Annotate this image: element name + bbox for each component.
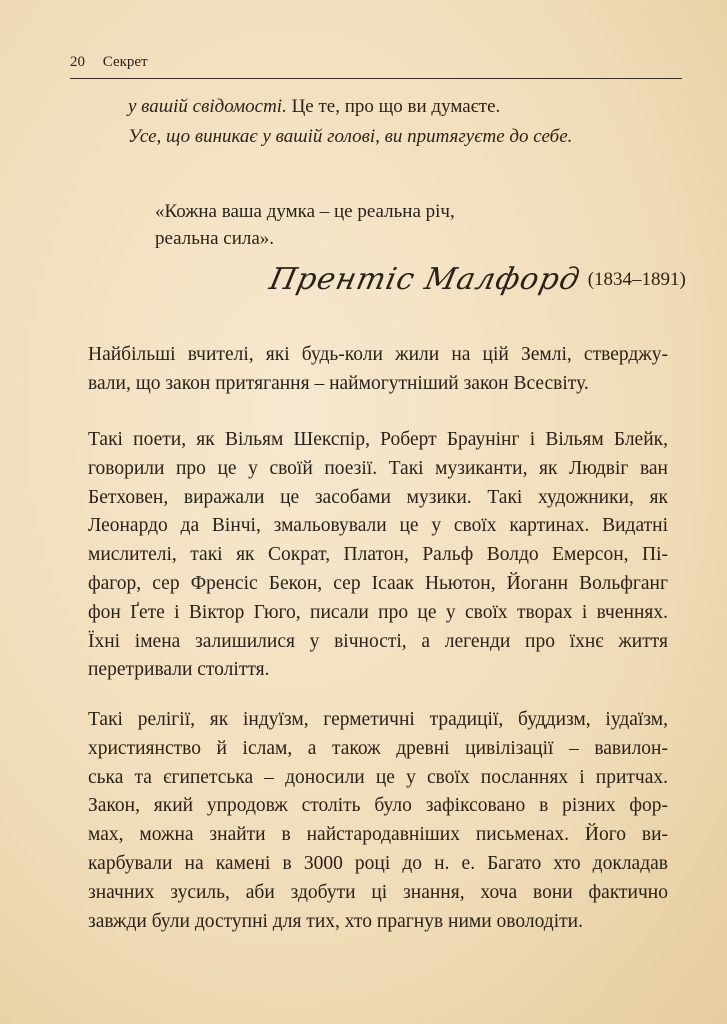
text-line: говорили про це у своїй поезії. Такі музиканти, як Людвіг ван bbox=[88, 457, 668, 479]
text-line: ська та єгипетська – доносили це у своїх посланнях і притчах. bbox=[88, 766, 668, 788]
text-line: Закон, який упродовж століть було зафіксовано в різних фор- bbox=[88, 795, 668, 817]
quote-attribution bbox=[266, 262, 686, 297]
intro-italic-2: Усе, що виникає у вашій голові, ви притягуєте до себе. bbox=[128, 126, 573, 147]
text-line: християнство й іслам, а також древні цивілізації – вавилон- bbox=[88, 737, 668, 759]
paragraph-3 bbox=[88, 706, 668, 936]
text-line: вали, що закон притягання – наймогутніший закон Всесвіту. bbox=[88, 372, 589, 394]
text-line: перетривали століття. bbox=[88, 659, 270, 681]
text-line: Бетховен, виражали це засобами музики. Такі художники, як bbox=[88, 486, 668, 508]
text-line: завжди були доступні для тих, хто прагнув ними оволодіти. bbox=[88, 910, 583, 932]
text-line: Такі поети, як Вільям Шекспір, Роберт Браунінг і Вільям Блейк, bbox=[88, 429, 668, 450]
text-line: мах, можна знайти в найстародавніших письменах. Його ви- bbox=[88, 824, 668, 846]
text-line: Такі релігії, як індуїзм, герметичні традиції, буддизм, іудаїзм, bbox=[88, 709, 668, 730]
text-line: Леонардо да Вінчі, змальовували це у своїх картинах. Видатні bbox=[88, 515, 668, 537]
header-rule bbox=[70, 78, 682, 79]
quote-line: «Кожна ваша думка – це реальна річ, bbox=[155, 201, 455, 222]
paragraph-2 bbox=[88, 426, 668, 685]
text-line: фагор, сер Френсіс Бекон, сер Ісаак Ньютон, Йоганн Вольфганг bbox=[88, 572, 668, 594]
text-line: фон Ґете і Віктор Гюго, писали про це у своїх творах і вченнях. bbox=[88, 601, 668, 623]
text-line: Найбільші вчителі, які будь-коли жили на цій Землі, стверджу- bbox=[88, 344, 668, 365]
author-years: (1834–1891) bbox=[587, 268, 686, 290]
quote-line: реальна сила». bbox=[155, 228, 275, 249]
intro-italic: у вашій свідомості. bbox=[128, 96, 287, 117]
text-line: карбували на камені в 3000 році до н. е. Багато хто докладав bbox=[88, 852, 668, 874]
paragraph-1 bbox=[88, 341, 668, 399]
running-title: Секрет bbox=[102, 54, 148, 70]
text-line: мислителі, такі як Сократ, Платон, Ральф Волдо Емерсон, Пі- bbox=[88, 544, 668, 566]
quote bbox=[155, 198, 455, 252]
text-line: значних зусиль, аби здобути ці знання, хоча вони фактично bbox=[88, 881, 668, 903]
intro-text: Це те, про що ви думаєте. bbox=[286, 96, 501, 117]
intro-line-1 bbox=[128, 96, 500, 118]
author-signature: Прентіс Малфорд bbox=[266, 262, 584, 297]
intro-line-2 bbox=[128, 126, 572, 148]
running-header bbox=[70, 54, 148, 71]
text-line: Їхні імена залишилися у вічності, а легенди про їхнє життя bbox=[88, 630, 668, 652]
page-number: 20 bbox=[70, 54, 85, 70]
